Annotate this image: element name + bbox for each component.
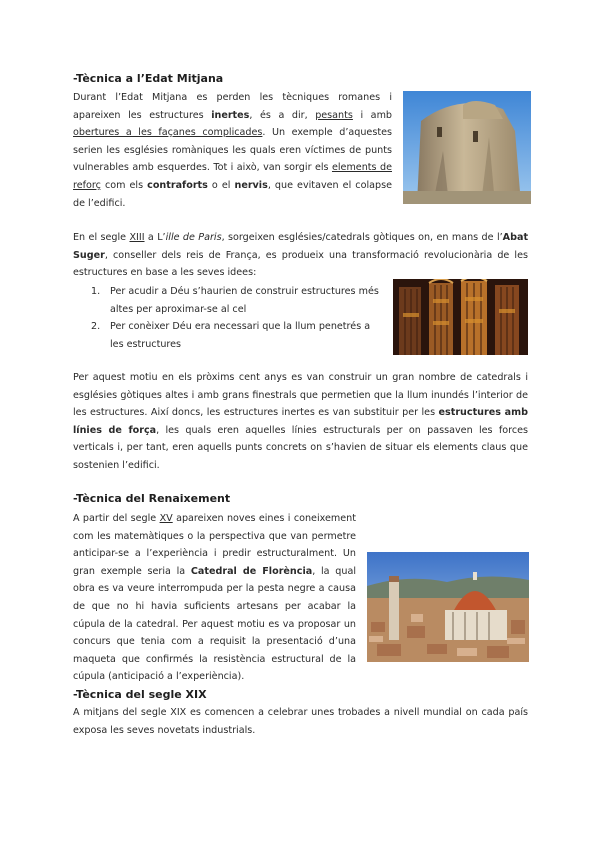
text-run: a L’	[144, 232, 166, 243]
text-run: Per aquest motiu en els pròxims cent anys es van construir un gran nombre de catedrals i esglésies gòtiques altes i amb grans finestrals que permetien que la llum inundés l’interior de les estructures. Així doncs, les estructures inertes es van substituir per les	[73, 372, 528, 419]
list-number: 1.	[91, 286, 101, 297]
underlined-term-xv: XV	[159, 513, 173, 524]
section-heading-xix: -Tècnica del segle XIX	[73, 688, 207, 701]
paragraph-medieval-3	[73, 369, 528, 475]
bold-term-inertes: inertes	[211, 109, 250, 121]
list-number: 2.	[91, 321, 101, 333]
text-run: En el segle	[73, 232, 130, 243]
paragraph-medieval-1	[73, 89, 392, 212]
image-wrap-spacer	[356, 545, 528, 665]
underlined-term-xiii: XIII	[129, 232, 145, 243]
italic-term-ille-de-paris: ille de Paris	[165, 232, 222, 243]
text-run: apareixen noves eines i coneixement com les matemàtiques o la perspectiva que van permetre anticipar-se a l’experiència i predir estructuralment. Un gran exemple seria la	[73, 513, 356, 577]
section-heading-medieval: -Tècnica a l’Edat Mitjana	[73, 72, 224, 85]
list-item	[91, 318, 385, 353]
underlined-term-pesants: pesants	[315, 109, 353, 121]
text-run: , és a dir,	[249, 109, 316, 121]
underlined-term-obertures: obertures a les façanes complicades	[73, 127, 263, 139]
text-run: , les quals eren aquelles línies estructurals per on passaven les forces verticals i, per tant, eren aquells punts concrets on s’havien de situar els elements claus que sostenien l’edifici.	[73, 424, 529, 471]
bold-term-estructures-linies-forca: estructures amb línies de força	[73, 407, 528, 436]
paragraph-xix-1: A mitjans del segle XIX es comencen a celebrar unes trobades a nivell mundial on cada país exposa les seves novetats industrials.	[73, 707, 528, 736]
section-heading-renaissance: -Tècnica del Renaixement	[73, 492, 231, 505]
bold-term-contraforts: contraforts	[147, 179, 208, 191]
text-run: Durant l’Edat Mitjana es perden les tècniques romanes i apareixen les estructures	[73, 92, 392, 121]
list-item-text: Per conèixer Déu era necessari que la llum penetrés a les estructures	[110, 321, 371, 350]
ideas-list	[91, 283, 385, 353]
text-run: i amb	[352, 109, 392, 121]
bold-term-abat-suger: Abat Suger	[73, 232, 529, 261]
romanesque-church-image	[403, 91, 531, 204]
bold-term-nervis: nervis	[234, 179, 268, 191]
text-run: , que evitaven el colapse de l’edifici.	[73, 179, 392, 209]
paragraph-medieval-2	[73, 229, 528, 282]
text-run: com els	[100, 179, 148, 191]
gothic-interior-image	[393, 279, 528, 355]
paragraph-renaissance-1	[73, 510, 528, 686]
text-run: , la qual obra es va veure interrompuda per la pesta negre a causa de que no hi havia suficients artesans per acabar la cúpula de la catedral. Per aquest motiu es va proposar un concurs que tenia com a requisit la presentació d’una maqueta que confirmés la resistència estructural de la cúpula (anticipació a l’experiència).	[73, 565, 356, 683]
list-item	[91, 283, 385, 318]
text-run: , sorgeixen esglésies/catedrals gòtiques on, en mans de l’	[221, 232, 503, 243]
underlined-term-elements-reforc: elements de reforç	[73, 162, 392, 191]
bold-term-catedral-florencia: Catedral de Florència	[190, 565, 313, 577]
text-run: o el	[207, 179, 235, 191]
text-run: , conseller dels reis de França, es produeix una transformació revolucionària de les estructures en base a les seves idees:	[73, 249, 528, 279]
text-run: A partir del segle	[73, 513, 160, 524]
text-run: . Un exemple d’aquestes serien les esglésies romàniques les quals eren víctimes de punts vulnerables amb esquerdes. Tot i això, van sorgir els	[73, 127, 393, 174]
list-item-text: Per acudir a Déu s’haurien de construir estructures més altes per aproximar-se al cel	[110, 286, 379, 315]
